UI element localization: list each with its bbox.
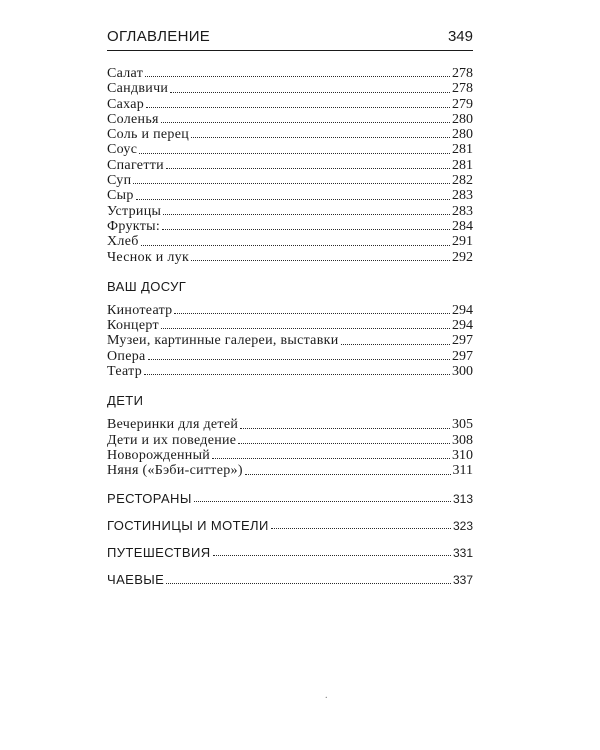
toc-entry-label: Кинотеатр	[107, 302, 173, 318]
toc-entry-page: 294	[452, 302, 473, 318]
toc-entry	[107, 127, 473, 142]
toc-entry-page: 278	[452, 66, 473, 81]
toc-entry-label: Сандвичи	[107, 81, 169, 97]
section-title-leisure: ВАШ ДОСУГ	[107, 278, 187, 294]
toc-entry-label: Опера	[107, 348, 146, 364]
toc-entry	[107, 417, 473, 432]
toc-entry	[107, 318, 473, 333]
dot-leader	[341, 343, 451, 345]
dot-leader	[141, 244, 450, 246]
dot-leader	[174, 312, 450, 314]
toc-group-children	[107, 417, 473, 478]
toc-entry	[107, 219, 473, 234]
dot-leader	[170, 91, 450, 93]
toc-entry-label: Музеи, картинные галереи, выставки	[107, 333, 339, 349]
toc-chapter-label: ПУТЕШЕСТВИЯ	[107, 545, 211, 561]
toc-entry	[107, 158, 473, 173]
dot-leader	[212, 457, 450, 459]
toc-chapter-label: ГОСТИНИЦЫ И МОТЕЛИ	[107, 517, 269, 533]
toc-entry-page: 300	[452, 364, 473, 380]
toc-entry-page: 280	[452, 111, 473, 127]
page-number: 349	[447, 28, 473, 45]
footer-mark: .	[325, 690, 328, 701]
toc-entry-label: Чеснок и лук	[107, 249, 190, 265]
toc-group-food	[107, 66, 473, 265]
toc-chapter-page: 323	[452, 518, 473, 533]
toc-entry-page: 305	[452, 417, 473, 433]
toc-chapter-tips	[107, 572, 473, 587]
toc-entry-label: Соус	[107, 142, 138, 158]
dot-leader	[194, 500, 451, 502]
toc-entry-label: Дети и их поведение	[107, 432, 237, 448]
toc-entry	[107, 97, 473, 112]
toc-entry-label: Салат	[107, 66, 144, 81]
toc-chapter-page: 313	[452, 491, 473, 506]
toc-entry	[107, 204, 473, 219]
toc-entry-page: 283	[452, 188, 473, 204]
toc-entry	[107, 66, 473, 81]
toc-group-leisure	[107, 303, 473, 379]
toc-entry	[107, 349, 473, 364]
toc-entry	[107, 463, 473, 478]
toc-entry-label: Концерт	[107, 318, 159, 334]
toc-entry-label: Театр	[107, 364, 143, 380]
table-of-contents	[107, 66, 473, 588]
toc-entry	[107, 250, 473, 265]
dot-leader	[191, 136, 450, 138]
toc-chapter-hotels	[107, 518, 473, 533]
dot-leader	[166, 167, 450, 169]
toc-entry	[107, 433, 473, 448]
toc-chapter-page: 331	[452, 546, 473, 561]
toc-entry	[107, 112, 473, 127]
dot-leader	[145, 75, 450, 77]
section-title-children: ДЕТИ	[107, 393, 144, 409]
toc-entry	[107, 364, 473, 379]
toc-entry-label: Вечеринки для детей	[107, 417, 239, 433]
toc-chapter-label: РЕСТОРАНЫ	[107, 490, 192, 506]
toc-entry-page: 297	[452, 348, 473, 364]
toc-entry-page: 297	[452, 333, 473, 349]
dot-leader	[238, 442, 450, 444]
dot-leader	[161, 327, 450, 329]
toc-entry-label: Няня («Бэби-ситтер»)	[107, 463, 243, 479]
toc-entry-label: Сахар	[107, 96, 145, 112]
toc-entry-label: Спагетти	[107, 157, 164, 173]
toc-entry-label: Хлеб	[107, 234, 139, 250]
toc-entry-page: 311	[452, 463, 473, 479]
dot-leader	[133, 182, 450, 184]
dot-leader	[146, 106, 450, 108]
toc-entry-label: Фрукты:	[107, 218, 161, 234]
toc-entry-label: Сыр	[107, 188, 134, 204]
toc-entry	[107, 333, 473, 348]
toc-entry-label: Новорожденный	[107, 447, 211, 463]
toc-chapter-travel	[107, 545, 473, 560]
toc-entry	[107, 173, 473, 188]
toc-entry	[107, 81, 473, 96]
toc-entry-label: Соленья	[107, 111, 159, 127]
dot-leader	[245, 473, 451, 475]
dot-leader	[139, 152, 450, 154]
toc-entry-label: Устрицы	[107, 203, 162, 219]
toc-entry-page: 283	[452, 203, 473, 219]
toc-entry-page: 281	[452, 157, 473, 173]
page-header	[107, 28, 473, 51]
toc-entry-page: 284	[452, 218, 473, 234]
toc-chapter-page: 337	[452, 573, 473, 588]
toc-entry-page: 292	[452, 249, 473, 265]
toc-chapter-restaurants	[107, 491, 473, 506]
toc-entry-page: 280	[452, 127, 473, 143]
toc-entry	[107, 303, 473, 318]
dot-leader	[271, 527, 451, 529]
dot-leader	[166, 582, 451, 584]
toc-entry-page: 279	[452, 96, 473, 112]
dot-leader	[136, 198, 450, 200]
page-title: ОГЛАВЛЕНИЕ	[107, 28, 211, 45]
dot-leader	[161, 121, 450, 123]
dot-leader	[240, 427, 450, 429]
toc-entry-label: Суп	[107, 173, 132, 189]
toc-entry-page: 282	[452, 173, 473, 189]
dot-leader	[163, 213, 450, 215]
dot-leader	[144, 373, 450, 375]
toc-entry-page: 291	[452, 234, 473, 250]
toc-entry-label: Соль и перец	[107, 127, 190, 143]
toc-entry-page: 278	[452, 81, 473, 97]
toc-entry	[107, 142, 473, 157]
toc-entry-page: 294	[452, 318, 473, 334]
toc-entry-page: 310	[452, 447, 473, 463]
toc-entry	[107, 188, 473, 203]
toc-chapter-label: ЧАЕВЫЕ	[107, 572, 165, 588]
toc-entry-page: 281	[452, 142, 473, 158]
toc-entry-page: 308	[452, 432, 473, 448]
dot-leader	[213, 554, 451, 556]
toc-entry	[107, 234, 473, 249]
dot-leader	[148, 358, 450, 360]
dot-leader	[191, 259, 450, 261]
toc-entry	[107, 448, 473, 463]
dot-leader	[162, 228, 450, 230]
